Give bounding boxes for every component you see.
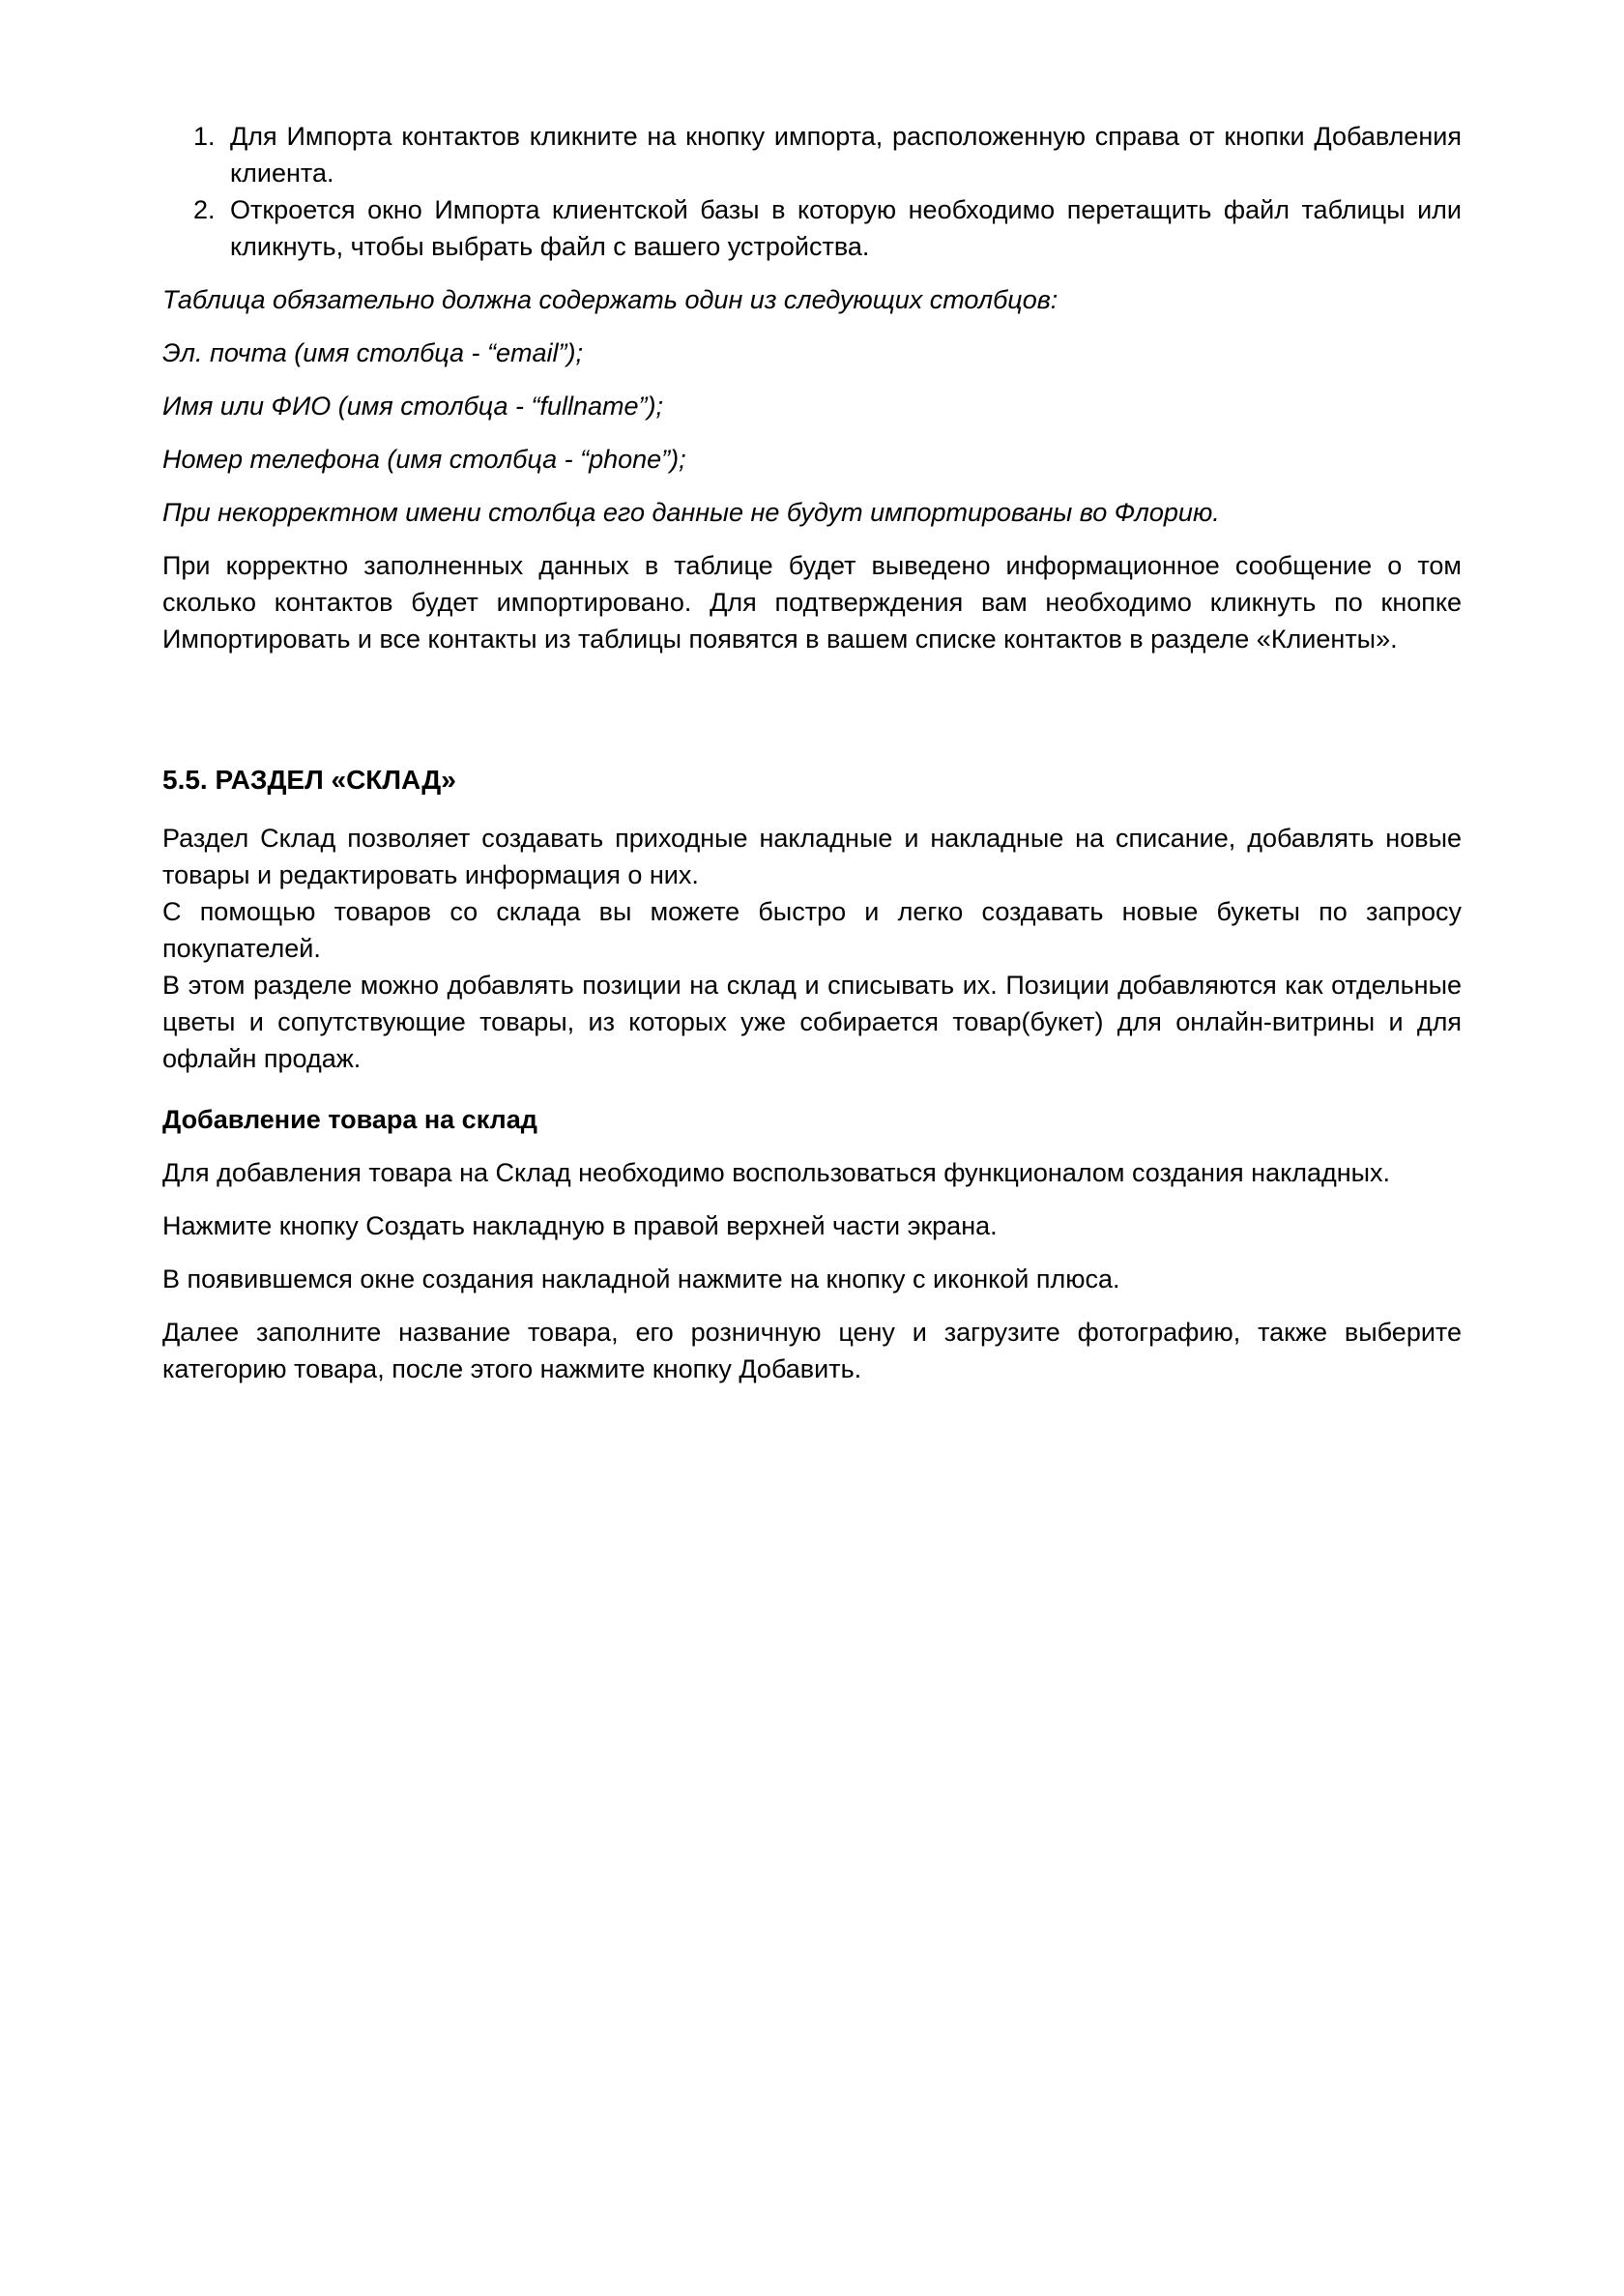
subsection-paragraph: Далее заполните название товара, его розничную цену и загрузите фотографию, также выберите категорию товара, после этого нажмите кнопку Добавить. (162, 1318, 1462, 1383)
subsection-paragraph: Нажмите кнопку Создать накладную в правой верхней части экрана. (162, 1211, 998, 1240)
list-item-number: 1. (193, 122, 216, 151)
note-email-column: Эл. почта (имя столбца - “email”); (162, 338, 584, 367)
numbered-list (162, 118, 1462, 265)
note-fullname-column: Имя или ФИО (имя столбца - “fullname”); (162, 392, 664, 421)
list-item-number: 2. (193, 195, 216, 224)
list-item-text: Откроется окно Импорта клиентской базы в которую необходимо перетащить файл таблицы или кликнуть, чтобы выбрать файл с вашего устройства. (230, 195, 1462, 261)
note-incorrect-column: При некорректном имени столбца его данные не будут импортированы во Флорию. (162, 498, 1220, 527)
note-phone-column: Номер телефона (имя столбца - “phone”); (162, 445, 686, 474)
section-paragraph: Раздел Склад позволяет создавать приходные накладные и накладные на списание, добавлять новые товары и редактировать информация о них. (162, 824, 1462, 889)
list-item (162, 191, 1462, 265)
list-item (162, 118, 1462, 191)
confirm-paragraph: При корректно заполненных данных в таблице будет выведено информационное сообщение о том сколько контактов будет импортировано. Для подтверждения вам необходимо кликнуть по кнопке Импортировать и все контакты из таблицы появятся в вашем списке контактов в разделе «Клиенты». (162, 551, 1462, 654)
section-heading: 5.5. РАЗДЕЛ «СКЛАД» (162, 765, 456, 795)
list-item-text: Для Импорта контактов кликните на кнопку импорта, расположенную справа от кнопки Добавления клиента. (230, 122, 1462, 188)
note-columns-intro: Таблица обязательно должна содержать один из следующих столбцов: (162, 285, 1058, 314)
subsection-heading: Добавление товара на склад (162, 1105, 537, 1134)
section-paragraph: В этом разделе можно добавлять позиции на склад и списывать их. Позиции добавляются как отдельные цветы и сопутствующие товары, из которых уже собирается товар(букет) для онлайн-витрины и для офлайн продаж. (162, 971, 1462, 1073)
subsection-paragraph: В появившемся окне создания накладной нажмите на кнопку с иконкой плюса. (162, 1264, 1120, 1293)
subsection-paragraph: Для добавления товара на Склад необходимо воспользоваться функционалом создания накладных. (162, 1158, 1391, 1187)
section-description (162, 820, 1462, 1077)
section-paragraph: С помощью товаров со склада вы можете быстро и легко создавать новые букеты по запросу покупателей. (162, 897, 1462, 963)
